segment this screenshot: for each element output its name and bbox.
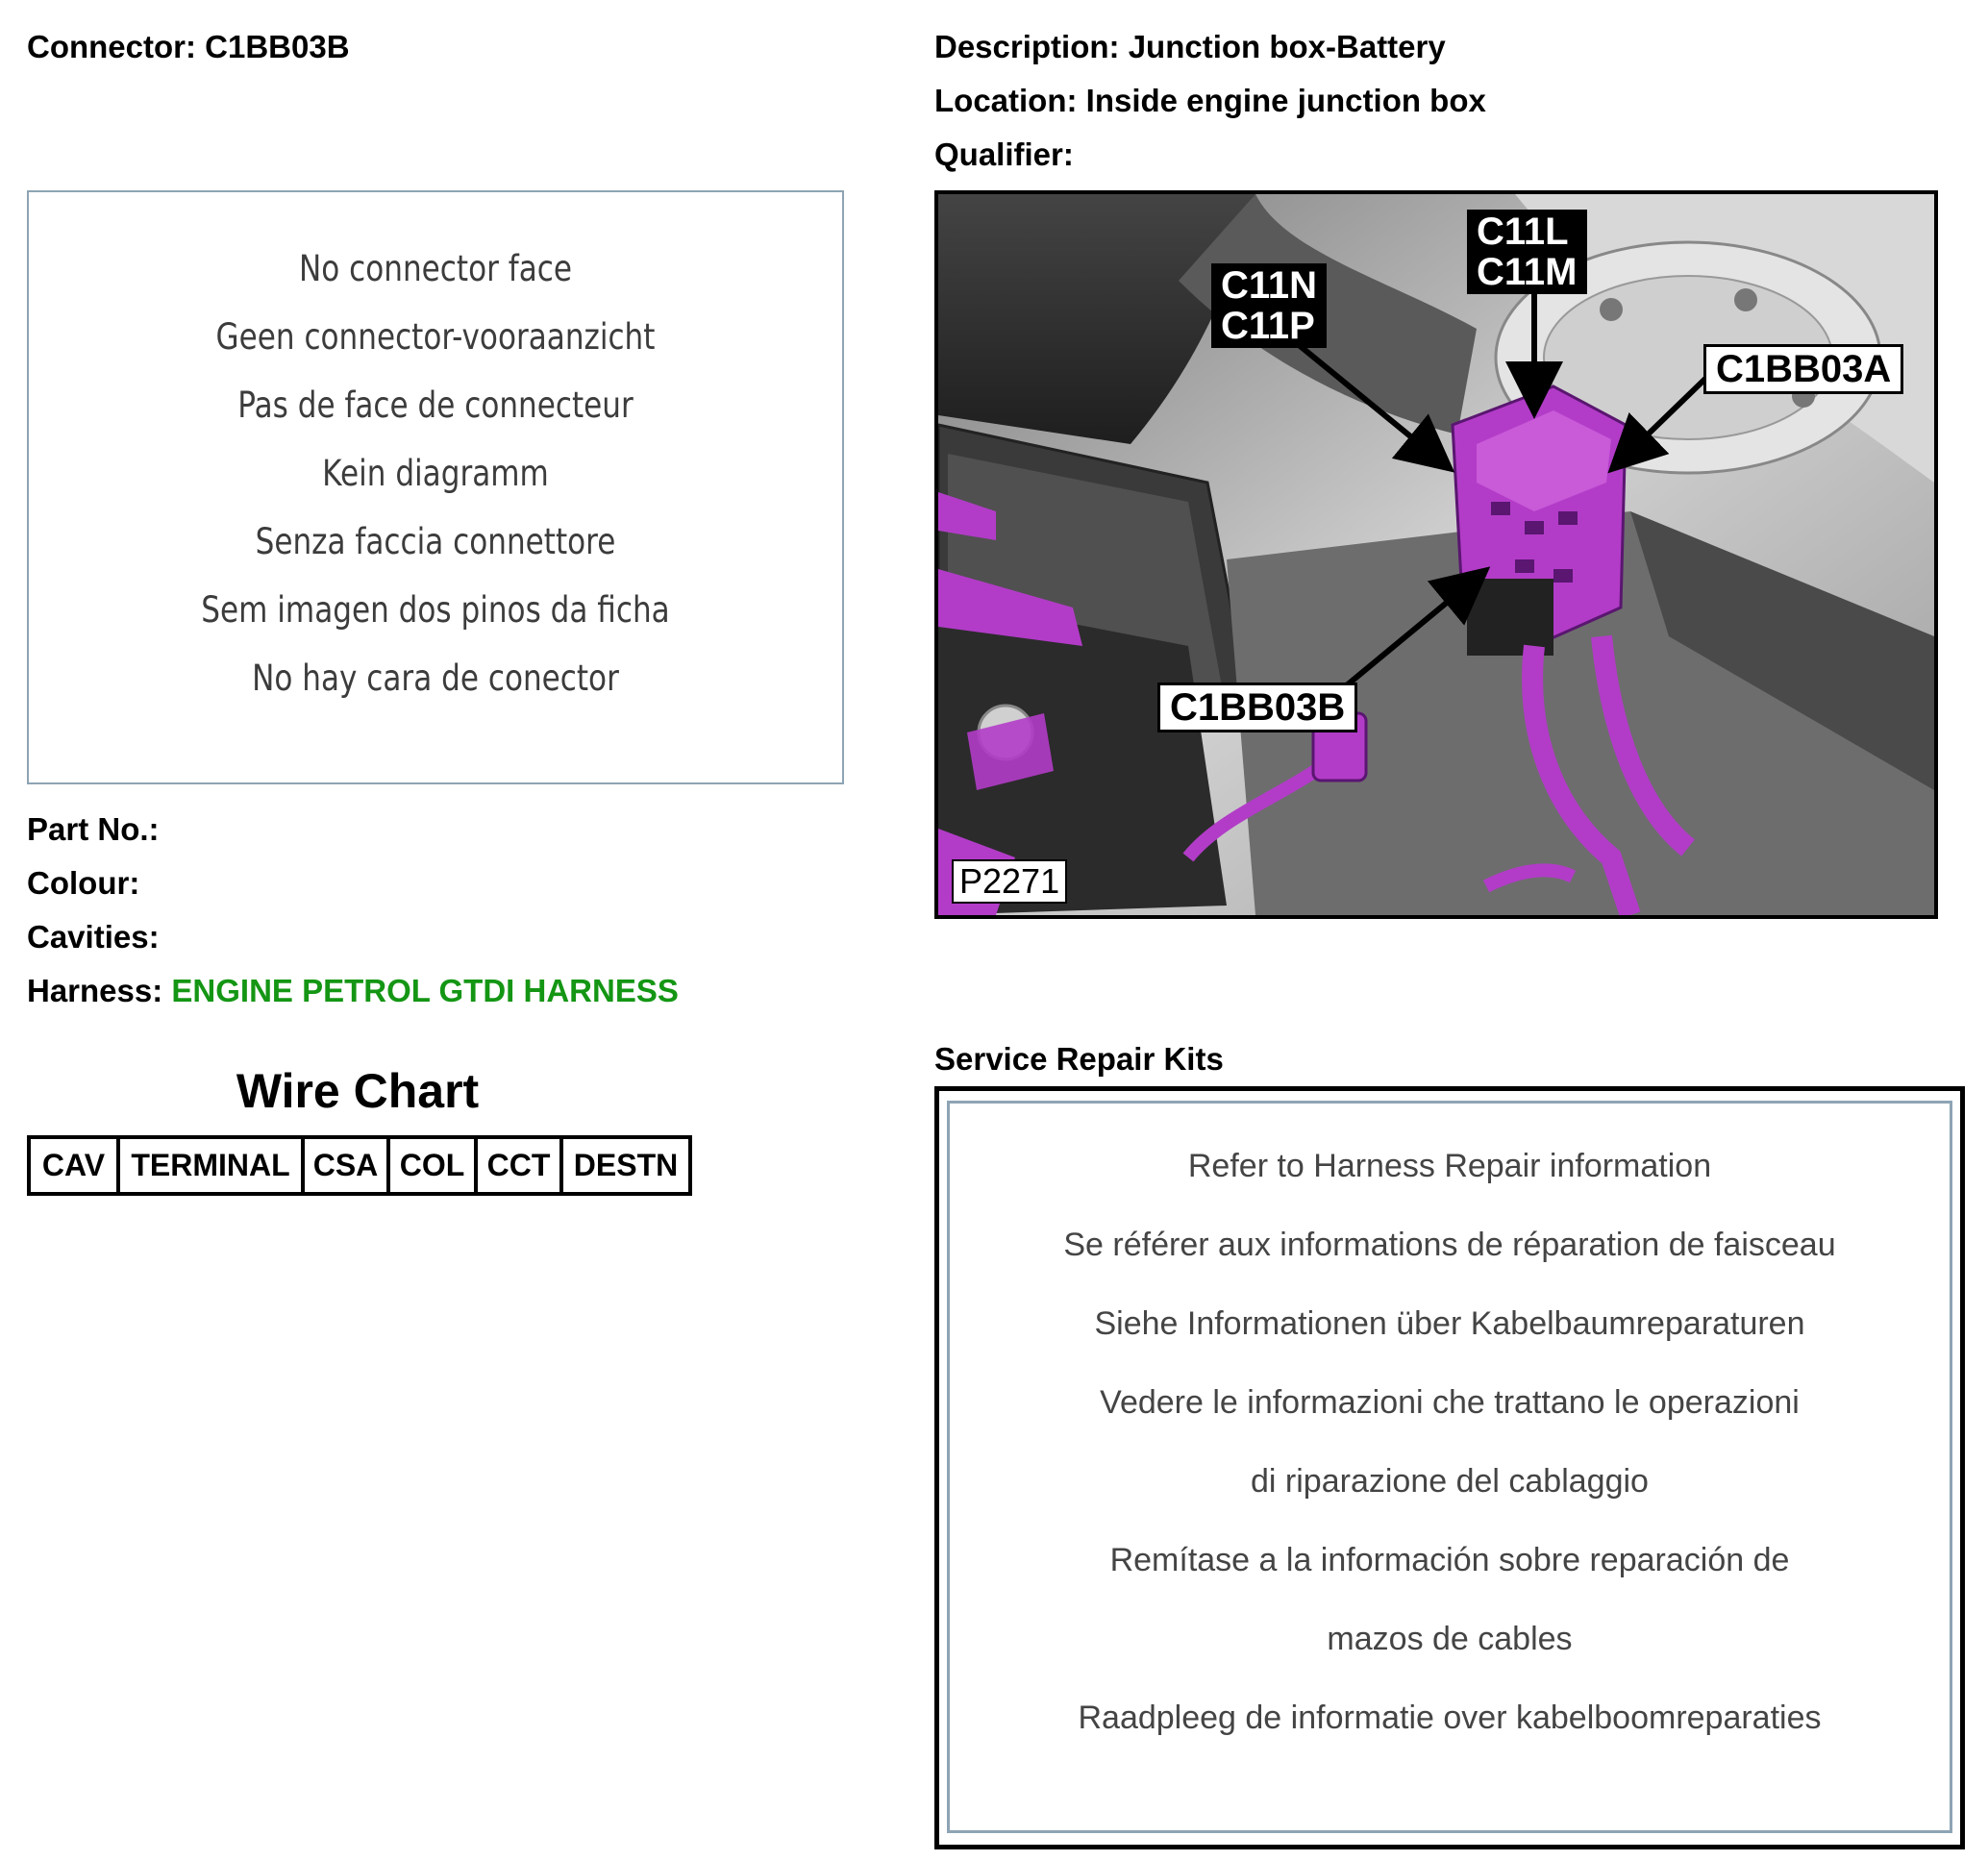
ncf-line: Geen connector-vooraanzicht xyxy=(215,316,656,358)
cavities-label: Cavities: xyxy=(27,919,160,955)
ncf-line: Kein diagramm xyxy=(322,453,549,494)
engine-bay-illustration xyxy=(938,194,1934,915)
ncf-line: No hay cara de conector xyxy=(252,658,619,699)
srk-line: Remítase a la información sobre reparación de xyxy=(1109,1542,1790,1578)
srk-line: Se référer aux informations de réparation de faisceau xyxy=(1063,1227,1836,1263)
service-repair-kits-panel xyxy=(934,1086,1965,1849)
location-label: Location: Inside engine junction box xyxy=(934,83,1486,118)
connector-location-photo xyxy=(934,190,1938,919)
junction-box-connector xyxy=(1453,386,1626,656)
wire-chart-col-cav: CAV xyxy=(31,1139,120,1192)
srk-line: Vedere le informazioni che trattano le operazioni xyxy=(1100,1384,1800,1421)
callout-c11l: C11L xyxy=(1477,211,1569,253)
service-repair-kits-title: Service Repair Kits xyxy=(934,1041,1224,1077)
no-connector-face-panel xyxy=(27,190,844,784)
callout-c11n: C11N xyxy=(1221,264,1318,307)
wire-chart-col-col: COL xyxy=(390,1139,478,1192)
colour-label: Colour: xyxy=(27,865,140,901)
ncf-line: Senza faccia connettore xyxy=(255,521,616,562)
connector-label: Connector: C1BB03B xyxy=(27,29,350,64)
srk-line: Refer to Harness Repair information xyxy=(1187,1148,1712,1184)
callout-c11p: C11P xyxy=(1221,305,1315,347)
callout-c11m: C11M xyxy=(1477,251,1578,293)
harness-row xyxy=(27,972,679,1010)
callout-c11l-c11m xyxy=(1467,210,1587,294)
wire-chart-col-csa: CSA xyxy=(305,1139,390,1192)
callout-c1bb03b: C1BB03B xyxy=(1157,682,1357,732)
harness-value[interactable]: ENGINE PETROL GTDI HARNESS xyxy=(171,973,679,1008)
part-no-label: Part No.: xyxy=(27,811,160,847)
ncf-line: Pas de face de connecteur xyxy=(237,385,634,426)
srk-line: mazos de cables xyxy=(1327,1621,1573,1657)
srk-line: di riparazione del cablaggio xyxy=(1251,1463,1649,1500)
description-label: Description: Junction box-Battery xyxy=(934,29,1446,64)
callout-c1bb03a: C1BB03A xyxy=(1703,344,1903,394)
ncf-line: No connector face xyxy=(299,248,572,289)
qualifier-label: Qualifier: xyxy=(934,136,1074,172)
ncf-line: Sem imagen dos pinos da ficha xyxy=(201,589,670,631)
wire-chart-col-destn: DESTN xyxy=(573,1148,679,1182)
srk-line: Siehe Informationen über Kabelbaumreparaturen xyxy=(1094,1305,1805,1342)
wire-chart-col-terminal: TERMINAL xyxy=(120,1139,305,1192)
wire-chart-header-row xyxy=(27,1135,692,1196)
callout-c11n-c11p xyxy=(1211,263,1327,348)
service-repair-kits-inner xyxy=(947,1101,1952,1833)
harness-label: Harness: xyxy=(27,973,163,1008)
wire-chart-title: Wire Chart xyxy=(236,1064,480,1118)
figure-id: P2271 xyxy=(952,859,1067,904)
wire-chart-col-cct: CCT xyxy=(478,1139,563,1192)
srk-line: Raadpleeg de informatie over kabelboomreparaties xyxy=(1078,1700,1822,1736)
